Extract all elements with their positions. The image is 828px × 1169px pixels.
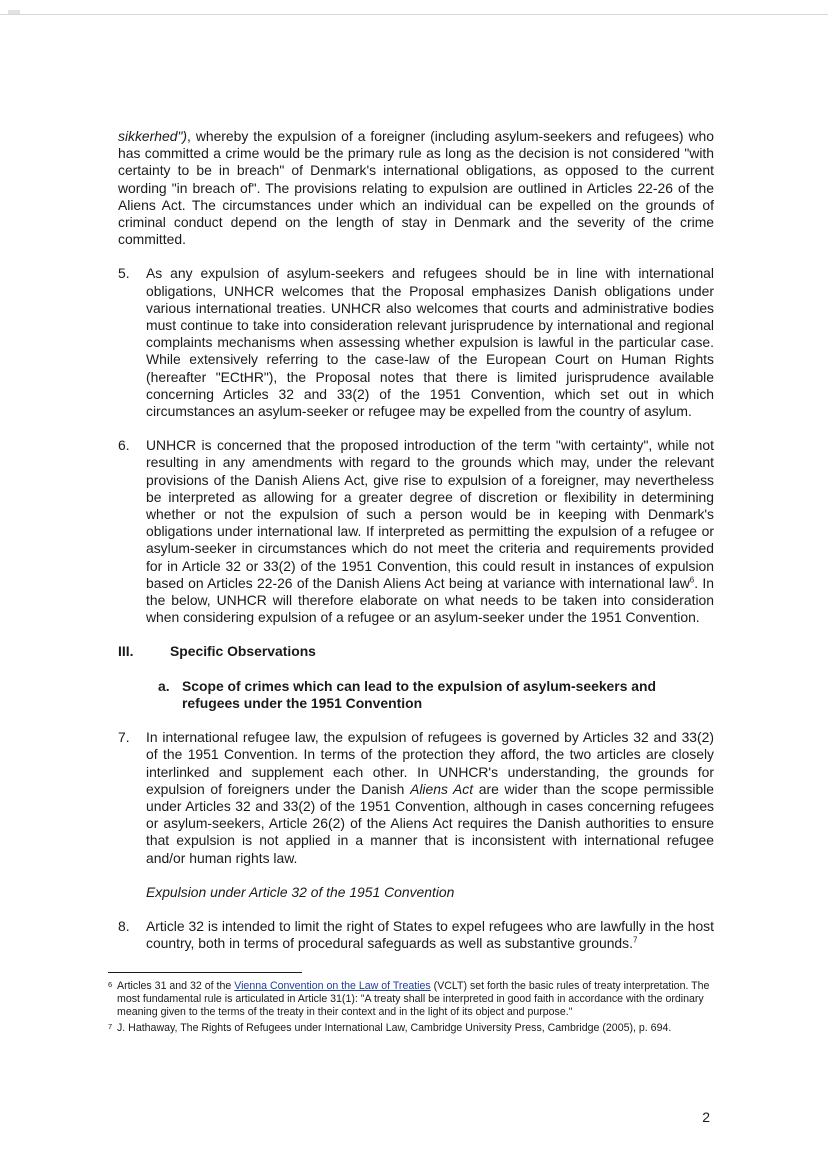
paragraph-number: 5. [118,265,130,282]
intro-text: , whereby the expulsion of a foreigner (including asylum-seekers and refugees) who has committed a crime would be the primary rule as long as the decision is not considered "with certainty to be in breach" of Denmark's international obligations, as opposed to the current wording "in breach of". The provisions relating to expulsion are outlined in Articles 22-26 of the Aliens Act. The circumstances under which an individual can be expelled on the grounds of criminal conduct depend on the length of stay in Denmark and the severity of the crime committed. [118,128,714,248]
footnote-number: 7 [108,1021,113,1031]
footnote-number: 6 [108,980,113,989]
footnote-ref-6[interactable]: 6 [689,575,695,585]
paragraph-italic-term: Aliens Act [410,780,474,797]
footnote-7 [108,1022,714,1035]
paragraph-text: As any expulsion of asylum-seekers and refugees should be in line with international obligations, UNHCR welcomes that the Proposal emphasizes Danish obligations under various international treaties. UNHCR also welcomes that courts and administrative bodies must continue to take into consideration relevant jurisprudence by international and regional complaints mechanisms when assessing whether expulsion is lawful in the particular case. While extensively referring to the case-law of the European Court on Human Rights (hereafter "ECtHR"), the Proposal notes that there is limited jurisprudence available concerning Articles 32 and 33(2) of the 1951 Convention, which set out in which circumstances an asylum-seeker or refugee may be expelled from the country of asylum. [146,265,714,420]
paragraph-text-part: . In the below, UNHCR will therefore elaborate on what needs to be taken into consideration when considering expulsion of a refugee or an asylum-seeker under the 1951 Convention. [146,574,714,626]
section-title: Specific Observations [170,643,316,660]
vclt-link[interactable]: Vienna Convention on the Law of Treaties [234,980,431,992]
paragraph-text [146,437,714,626]
paragraph-7 [118,729,714,867]
scan-mark [8,10,20,14]
subsection-title: Scope of crimes which can lead to the expulsion of asylum-seekers and refugees under the 1951 Convention [182,677,656,711]
subsection-number: a. [158,677,170,694]
paragraph-number: 8. [118,917,130,934]
paragraph-8 [118,918,714,952]
intro-paragraph [118,128,714,248]
paragraph-text-part: Article 32 is intended to limit the right of States to expel refugees who are lawfully in the host country, both in terms of procedural safeguards as well as substantive grounds. [146,917,714,952]
scan-edge-line [0,14,828,15]
footnote-6 [108,980,714,1020]
paragraph-number: 6. [118,437,130,454]
page-number: 2 [702,1109,710,1125]
paragraph-text-part: are wider than the scope permissible under Articles 32 and 33(2) of the 1951 Convention, although in cases concerning refugees or asylum-seekers, Article 26(2) of the Aliens Act requires the Danish authorities to ensure that expulsion is not applied in a manner that is inconsistent with international refugee and/or human rights law. [146,780,714,866]
paragraph-text-part: In international refugee law, the expulsion of refugees is governed by Articles 32 and 33(2) of the 1951 Convention. In terms of the protection they afford, the two articles are closely interlinked and supplement each other. In UNHCR's understanding, the grounds for expulsion of foreigners under the Danish [146,729,714,797]
footnote-separator [108,972,302,973]
footnote-text [117,980,714,1020]
footnote-text: J. Hathaway, The Rights of Refugees under International Law, Cambridge University Press, Cambridge (2005), p. 694. [117,1021,672,1034]
subtitle-article-32: Expulsion under Article 32 of the 1951 Convention [146,883,455,900]
intro-italic-lead: sikkerhed") [118,128,188,144]
footnote-ref-7[interactable]: 7 [632,935,638,945]
paragraph-number: 7. [118,729,130,746]
document-body [118,128,714,952]
paragraph-text [146,729,714,867]
footnotes [108,980,714,1037]
footnote-text-part: Articles 31 and 32 of the [117,980,235,992]
section-number: III. [118,643,134,660]
paragraph-5 [118,265,714,420]
paragraph-6 [118,437,714,626]
paragraph-text [146,918,714,952]
subsection-heading [158,678,714,712]
section-heading [118,643,714,660]
paragraph-text-part: UNHCR is concerned that the proposed introduction of the term "with certainty", while not resulting in any amendments with regard to the grounds which may, under the relevant provisions of the Danish Aliens Act, give rise to expulsion of a foreigner, may nevertheless be interpreted as allowing for a greater degree of discretion or flexibility in determining whether or not the expulsion of such a person would be in keeping with Denmark's obligations under international law. If interpreted as permitting the expulsion of a refugee or asylum-seeker in circumstances which do not meet the criteria and requirements provided for in Article 32 or 33(2) of the 1951 Convention, this could result in instances of expulsion based on Articles 22-26 of the Danish Aliens Act being at variance with international law [146,437,714,591]
footnote-text-part: (VCLT) set forth the basic rules of treaty interpretation. The most fundamental rule is articulated in Article 31(1): "A treaty shall be interpreted in good faith in accordance with the ordinary meaning given to the terms of the treaty in their context and in the light of its object and purpose." [117,980,710,1019]
